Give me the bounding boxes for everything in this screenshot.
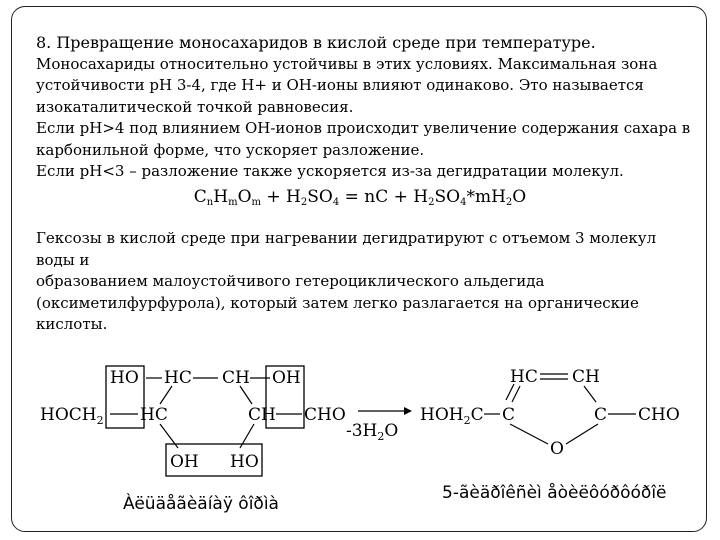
cho-left: CHO [304, 405, 346, 425]
cho-right: CHO [638, 405, 680, 425]
hc-top: HC [164, 368, 192, 388]
aldehyde-form-structure [40, 366, 346, 476]
hoch2-group: $HOCH_2$ [40, 405, 104, 427]
heading-line: 8. Превращение моносахаридов в кислой среде при температуре. [36, 33, 596, 52]
reaction-arrow [346, 407, 412, 443]
hmf-structure [420, 367, 680, 459]
text-line: образованием малоустойчивого гетероциклического альдегида [36, 272, 545, 290]
oh-top: OH [272, 368, 301, 388]
ho-top: HO [110, 368, 139, 388]
text-line: Моносахариды относительно устойчивы в этих условиях. Максимальная зона [36, 54, 658, 73]
oh-bottom: OH [170, 452, 199, 472]
text-line: Гексозы в кислой среде при нагревании дегидратируют с отъемом 3 молекул воды и [36, 229, 657, 269]
hoh2c-group: $HOH_2C$ [420, 405, 484, 427]
c-right-ring: C [594, 405, 608, 425]
o-ring: O [550, 439, 564, 459]
text-line: Если рН<3 – разложение также ускоряется из-за дегидратации молекул. [36, 162, 624, 180]
c-left-ring: C [502, 405, 516, 425]
text-line: (оксиметилфурфурола), который затем легко разлагается на органические кислоты. [36, 293, 639, 333]
ch-mid: CH [248, 405, 276, 425]
text-line: Если рН>4 под влиянием ОН-ионов происходит увеличение содержания сахара в [36, 119, 691, 137]
text-block [36, 32, 696, 183]
ch-ring: CH [572, 367, 600, 387]
text-line: устойчивости рН 3-4, где Н+ и ОН-ионы влияют одинаково. Это называется [36, 76, 644, 94]
caption-hmf: 5-ãèäðîêñèì åòèëôóðôóðîë [442, 483, 667, 503]
caption-aldehyde-form: Àëüäåãèäíàÿ ôîðìà [123, 494, 279, 514]
text-line: карбонильной форме, что ускоряет разложение. [36, 140, 425, 159]
reaction-scheme [0, 340, 720, 490]
ch-top: CH [222, 368, 250, 388]
hc-ring: HC [510, 367, 538, 387]
ho-bottom: HO [230, 452, 259, 472]
second-paragraph [36, 228, 696, 336]
text-line: изокаталитической точкой равновесия. [36, 97, 354, 116]
hc-mid: HC [140, 405, 168, 425]
dehydration-formula: $C_nH_mO_m + H_2SO_4$ = nC + $H_2SO_4*mH_2O$ [193, 187, 527, 208]
arrow-label: $-3H_2O$ [346, 421, 399, 443]
